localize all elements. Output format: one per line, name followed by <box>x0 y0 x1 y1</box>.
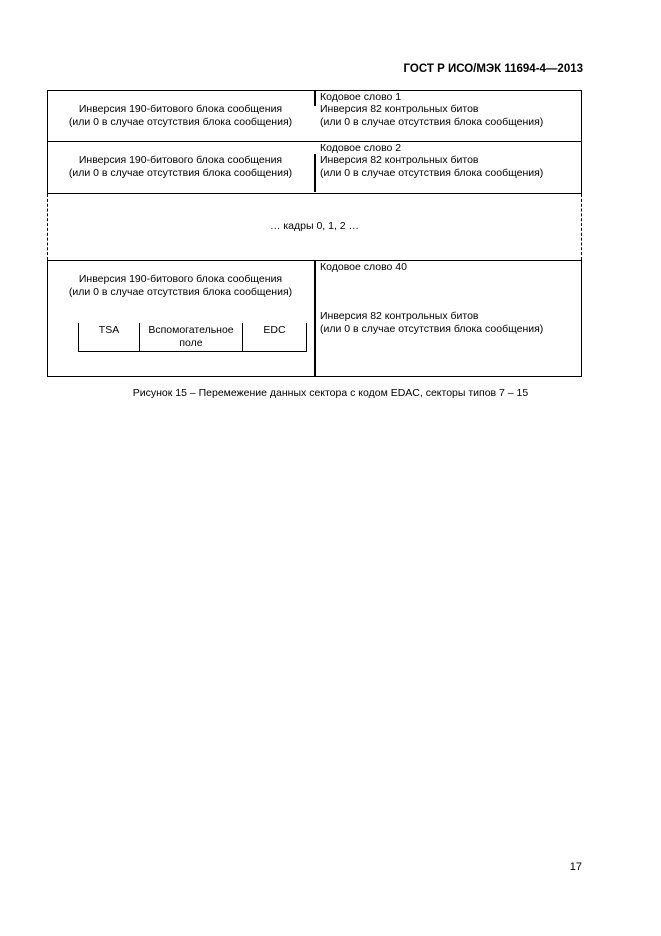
tsa-field: TSA <box>98 324 120 336</box>
codeword-row-2 <box>47 142 582 194</box>
subfields-table <box>78 323 307 352</box>
page-number: 17 <box>569 861 582 873</box>
message-block-line-2: (или 0 в случае отсутствия блока сообщения) <box>68 167 293 179</box>
check-bits-line-1: Инверсия 82 контрольных битов <box>320 103 479 115</box>
message-block-line-2: (или 0 в случае отсутствия блока сообщения) <box>68 116 293 128</box>
interleave-figure <box>47 90 582 377</box>
edc-field: EDC <box>242 323 306 351</box>
check-bits-line-1: Инверсия 82 контрольных битов <box>320 310 479 322</box>
column-divider <box>314 261 316 377</box>
check-bits-line-2: (или 0 в случае отсутствия блока сообщения) <box>320 323 544 335</box>
column-divider <box>314 154 316 192</box>
check-bits-cell <box>320 103 543 129</box>
message-block-cell <box>48 103 313 129</box>
message-block-line-2: (или 0 в случае отсутствия блока сообщения) <box>68 286 293 298</box>
check-bits-line-2: (или 0 в случае отсутствия блока сообщения) <box>320 167 544 179</box>
auxiliary-field-line-1: Вспомогательное <box>148 324 234 336</box>
check-bits-line-1: Инверсия 82 контрольных битов <box>320 154 479 166</box>
frames-placeholder-row <box>47 194 582 260</box>
message-block-cell <box>48 154 313 180</box>
auxiliary-field-line-2: поле <box>179 337 203 349</box>
check-bits-cell <box>320 154 543 180</box>
check-bits-cell <box>320 310 543 336</box>
message-block-line-1: Инверсия 190-битового блока сообщения <box>78 154 283 166</box>
codeword-title: Кодовое слово 2 <box>320 142 402 154</box>
auxiliary-field <box>139 323 242 351</box>
message-block-line-1: Инверсия 190-битового блока сообщения <box>78 103 283 115</box>
column-divider <box>314 91 316 106</box>
codeword-row-1 <box>47 90 582 142</box>
message-block-cell <box>48 273 313 299</box>
codeword-title: Кодовое слово 40 <box>320 261 407 273</box>
figure-caption: Рисунок 15 – Перемежение данных сектора с кодом EDAC, секторы типов 7 – 15 <box>132 387 529 399</box>
document-header: ГОСТ Р ИСО/МЭК 11694-4—2013 <box>403 63 583 75</box>
frames-text: … кадры 0, 1, 2 … <box>269 220 360 232</box>
message-block-line-1: Инверсия 190-битового блока сообщения <box>78 273 283 285</box>
codeword-title: Кодовое слово 1 <box>320 91 402 103</box>
codeword-row-40 <box>47 260 582 377</box>
check-bits-line-2: (или 0 в случае отсутствия блока сообщения) <box>320 116 544 128</box>
